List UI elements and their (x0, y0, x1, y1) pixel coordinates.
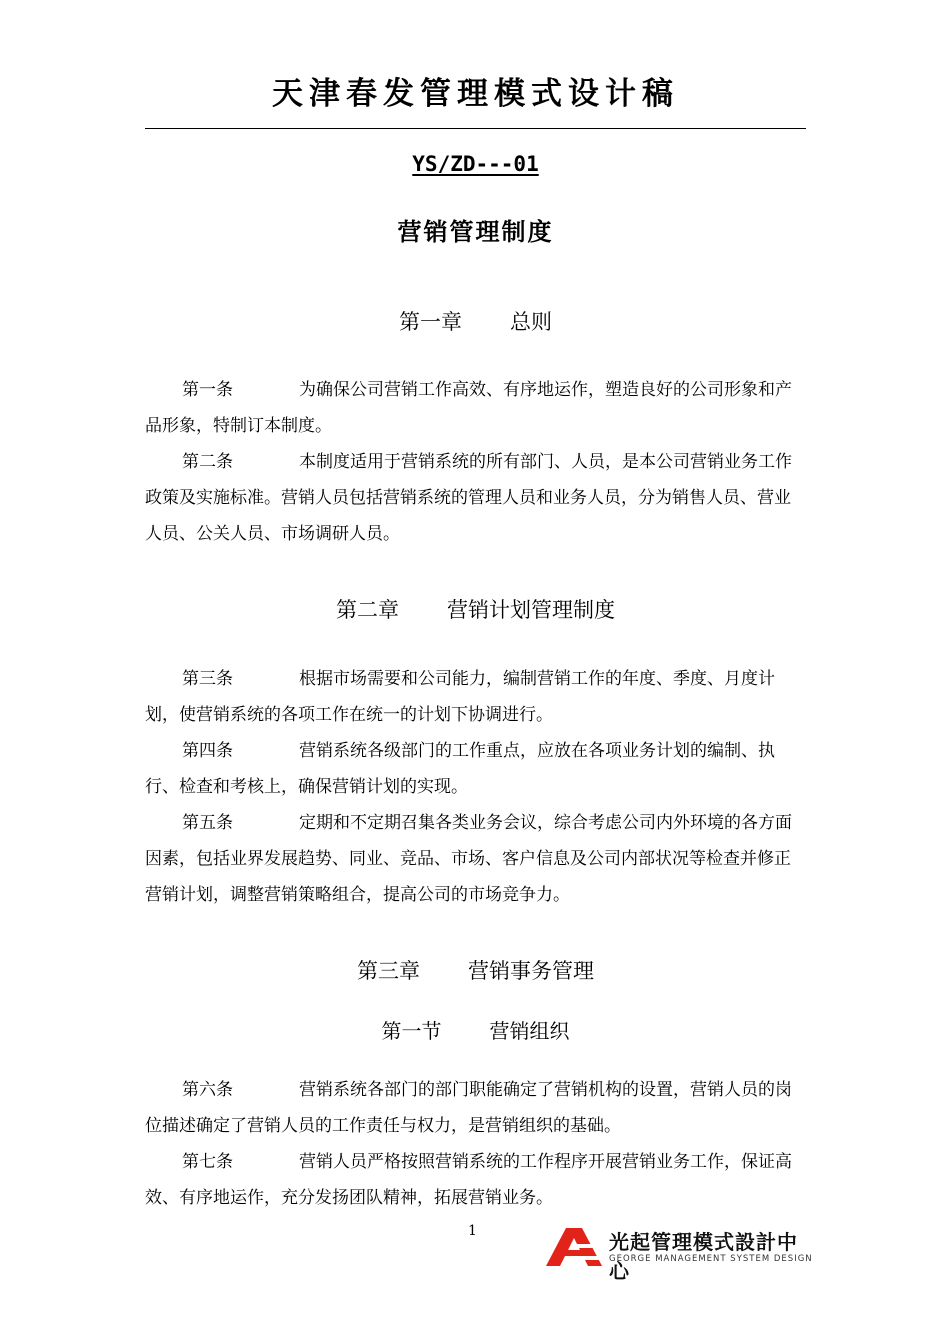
article-text: 营销系统各部门的部门职能确定了营销机构的设置，营销人员的岗位描述确定了营销人员的工作责任与权力，是营销组织的基础。 (145, 1080, 792, 1136)
header-title: 天津春发管理模式设计稿 (272, 76, 679, 112)
article-4 (145, 733, 806, 805)
article-number: 第五条 (182, 813, 233, 833)
logo-english-text: GEORGE MANAGEMENT SYSTEM DESIGN (609, 1254, 813, 1264)
chapter-2-heading (145, 594, 806, 624)
article-3 (145, 661, 806, 733)
logo-chinese-text: 光起管理模式設計中心 (609, 1230, 798, 1283)
article-text: 营销人员严格按照营销系统的工作程序开展营销业务工作，保证高效、有序地运作，充分发扬团队精神，拓展营销业务。 (145, 1152, 792, 1208)
article-2 (145, 444, 806, 552)
article-number: 第六条 (182, 1080, 233, 1100)
document-code (145, 152, 806, 176)
document-code-text: YS/ZD---01 (412, 152, 539, 176)
section-1-heading (145, 1015, 806, 1044)
article-1 (145, 372, 806, 444)
header-divider (145, 128, 806, 129)
section-label: 第一节 (381, 1019, 442, 1043)
article-number: 第七条 (182, 1152, 233, 1172)
article-number: 第四条 (182, 741, 233, 761)
article-number: 第二条 (182, 452, 233, 472)
chapter-label: 第一章 (399, 310, 462, 334)
chapter-1-heading (145, 306, 806, 336)
chapter-3-heading (145, 955, 806, 985)
article-text: 营销系统各级部门的工作重点，应放在各项业务计划的编制、执行、检查和考核上，确保营销计划的实现。 (145, 741, 775, 797)
chapter-name: 营销计划管理制度 (447, 598, 615, 622)
article-text: 为确保公司营销工作高效、有序地运作，塑造良好的公司形象和产品形象，特制订本制度。 (145, 380, 792, 436)
article-number: 第一条 (182, 380, 233, 400)
chapter-name: 营销事务管理 (468, 959, 594, 983)
page-number: 1 (468, 1223, 477, 1239)
company-logo (544, 1226, 814, 1283)
document-title: 营销管理制度 (397, 218, 554, 246)
chapter-name: 总则 (510, 310, 552, 334)
chapter-label: 第三章 (357, 959, 420, 983)
chapter-label: 第二章 (336, 598, 399, 622)
article-text: 根据市场需要和公司能力，编制营销工作的年度、季度、月度计划，使营销系统的各项工作在统一的计划下协调进行。 (145, 669, 775, 725)
article-7 (145, 1144, 806, 1216)
article-number: 第三条 (182, 669, 233, 689)
article-text: 定期和不定期召集各类业务会议，综合考虑公司内外环境的各方面因素，包括业界发展趋势、同业、竞品、市场、客户信息及公司内部状况等检查并修正营销计划，调整营销策略组合，提高公司的市场竞争力。 (145, 813, 792, 905)
article-6 (145, 1072, 806, 1144)
section-name: 营销组织 (489, 1019, 570, 1043)
logo-mark-icon (544, 1226, 604, 1266)
article-5 (145, 805, 806, 913)
article-text: 本制度适用于营销系统的所有部门、人员，是本公司营销业务工作政策及实施标准。营销人员包括营销系统的管理人员和业务人员，分为销售人员、营业人员、公关人员、市场调研人员。 (145, 452, 792, 544)
